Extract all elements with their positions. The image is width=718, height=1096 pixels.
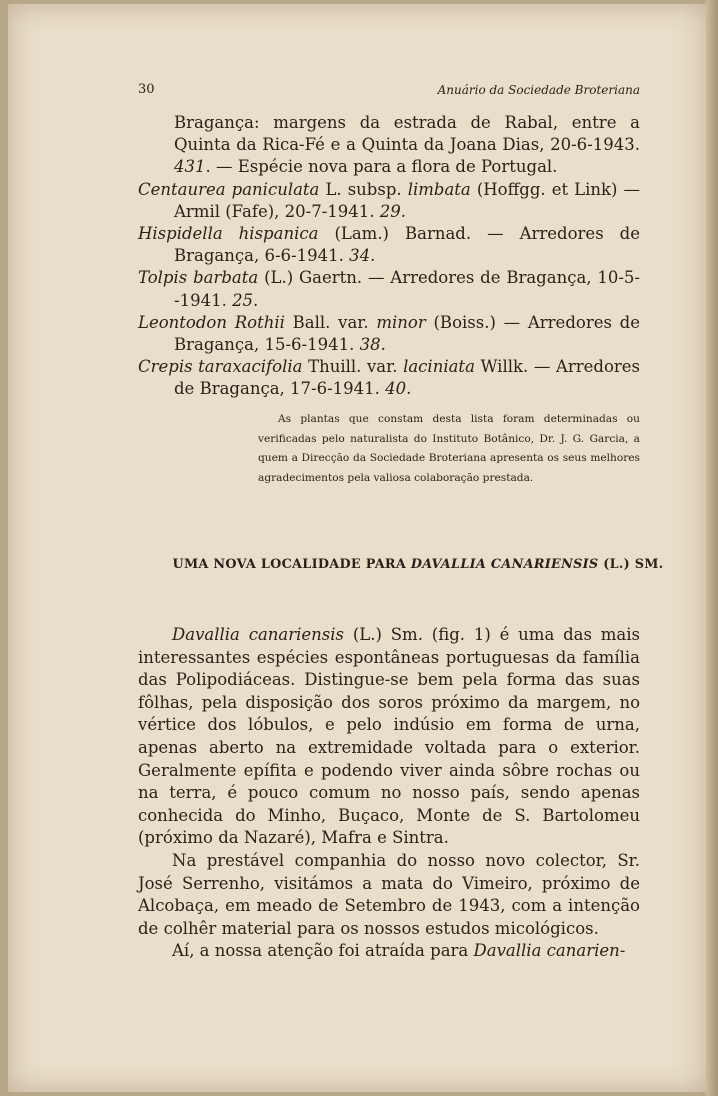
- section-title: UMA NOVA LOCALIDADE PARA DAVALLIA CANARIENSIS (L.) SM.: [172, 557, 664, 572]
- list-item: Tolpis barbata (L.) Gaertn. — Arredores de Bragança, 10-5--1941. 25.: [138, 268, 640, 310]
- list-item: Bragança: margens da estrada de Rabal, entre a Quinta da Rica-Fé e a Quinta da Joana Dias, 20-6-1943. 431. — Espécie nova para a flora de Portugal.: [174, 113, 640, 177]
- page-number: 30: [138, 82, 155, 97]
- article-body: [138, 624, 640, 963]
- list-item: Centaurea paniculata L. subsp. limbata (Hoffgg. et Link) — Armil (Fafe), 20-7-1941. 29.: [138, 179, 640, 221]
- list-item: Crepis taraxacifolia Thuill. var. laciniata Willk. — Arredores de Bragança, 17-6-1941. 40.: [138, 357, 640, 399]
- page-edge: [706, 0, 718, 1096]
- running-head: Anuário da Sociedade Broteriana: [437, 83, 640, 97]
- list-item: Leontodon Rothii Ball. var. minor (Boiss.) — Arredores de Bragança, 15-6-1941. 38.: [138, 312, 641, 355]
- paragraph: Davallia canariensis (L.) Sm. (fig. 1) é uma das mais interessantes espécies espontâneas portuguesas da família das Polipodiáceas. Distingue-se bem pela forma das suas fôlhas, pela disposição dos soros próximo da margem, no vértice dos lóbulos, e pelo indúsio em forma de urna, apenas aberto na extremidade voltada para o exterior. Geralmente epífita e podendo viver ainda sôbre rochas ou na terra, é pouco comum no nosso país, sendo apenas conhecida do Minho, Buçaco, Monte de S. Bartolomeu (próximo da Nazaré), Mafra e Sintra.: [138, 625, 641, 848]
- acknowledgement-note: As plantas que constam desta lista foram determinadas ou verificadas pelo naturalista do Instituto Botânico, Dr. J. G. Garcia, a quem a Direcção da Sociedade Broteriana apresenta os seus melhores agradecimentos pela valiosa colaboração prestada.: [258, 413, 640, 484]
- page-header: [138, 82, 640, 102]
- list-item: Hispidella hispanica (Lam.) Barnad. — Arredores de Bragança, 6-6-1941. 34.: [138, 224, 640, 266]
- paragraph: Na prestável companhia do nosso novo colector, Sr. José Serrenho, visitámos a mata do Vimeiro, próximo de Alcobaça, em meado de Setembro de 1943, com a intenção de colhêr material para os nossos estudos micológicos.: [138, 850, 640, 938]
- paragraph: Aí, a nossa atenção foi atraída para Davallia canarien-: [172, 941, 626, 961]
- species-list: [138, 112, 640, 401]
